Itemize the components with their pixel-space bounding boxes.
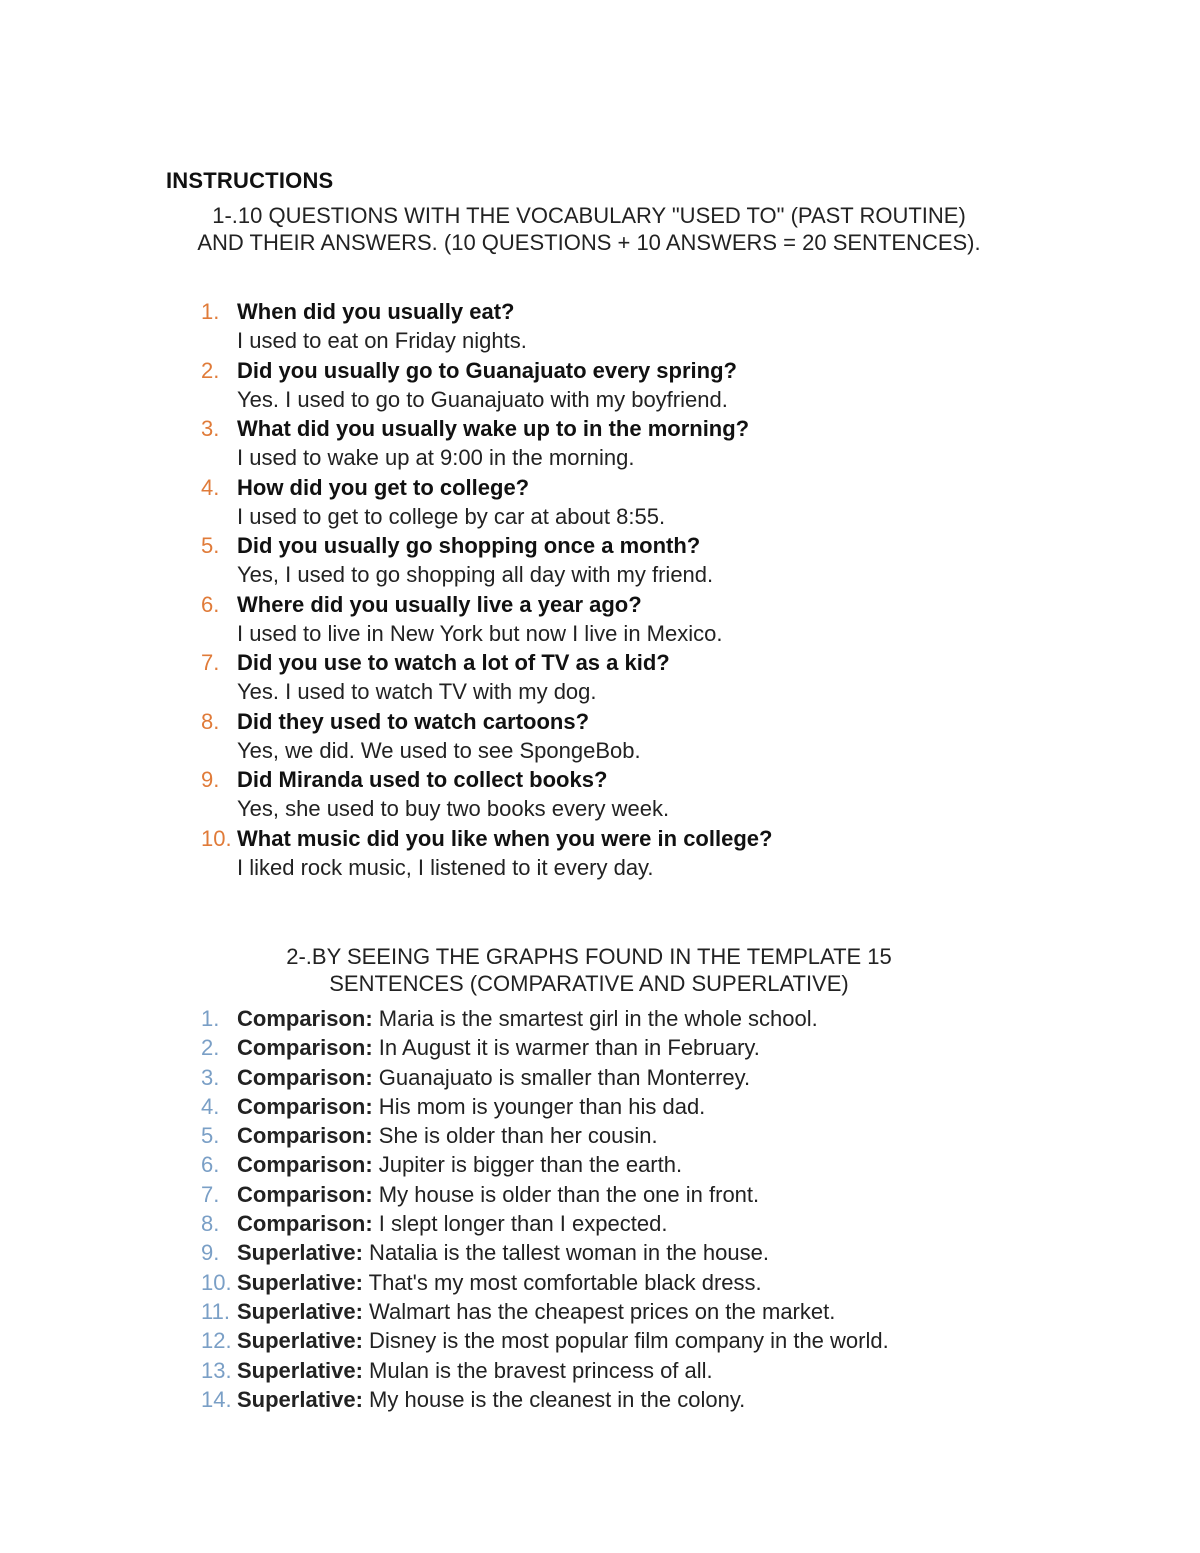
question-item: [0, 416, 1200, 475]
item-number: 2.: [201, 1035, 220, 1061]
question-text: Did you usually go shopping once a month?: [237, 533, 701, 558]
item-number: 3.: [201, 416, 220, 441]
sentence-label: Comparison:: [237, 1181, 373, 1207]
question-text: How did you get to college?: [237, 474, 530, 500]
section2-instructions: [0, 943, 1178, 997]
item-number: 8.: [201, 1211, 220, 1237]
question-item: [0, 650, 1200, 709]
sentence-label: Superlative:: [237, 1298, 363, 1324]
question-text: What music did you like when you were in college?: [237, 825, 773, 851]
sentence-item: [0, 1211, 1200, 1240]
item-number: 10.: [201, 1269, 232, 1295]
answer-text: Yes, I used to go shopping all day with my friend.: [237, 562, 714, 587]
comparison-sentence-list: [0, 1006, 1200, 1416]
sentence-text: Mulan is the bravest princess of all.: [362, 1357, 713, 1383]
sentence-line: [237, 1358, 713, 1384]
item-number: 2.: [201, 357, 220, 383]
question-text: Did they used to watch cartoons?: [237, 708, 590, 734]
item-number: 1.: [201, 1006, 220, 1031]
used-to-question-list: [0, 299, 1200, 884]
question-item: [0, 826, 1200, 885]
sentence-label: Comparison:: [237, 1123, 373, 1149]
sentence-label: Comparison:: [237, 1211, 373, 1237]
question-item: [0, 767, 1200, 826]
sentence-label: Superlative:: [237, 1328, 363, 1354]
question-text: Where did you usually live a year ago?: [237, 591, 642, 617]
sentence-text: I slept longer than I expected.: [372, 1211, 668, 1237]
sentence-label: Comparison:: [237, 1093, 373, 1119]
sentence-text: Disney is the most popular film company in the world.: [362, 1328, 889, 1354]
answer-text: I used to eat on Friday nights.: [237, 328, 527, 353]
sentence-item: [0, 1328, 1200, 1357]
sentence-item: [0, 1123, 1200, 1152]
sentence-text: Natalia is the tallest woman in the house.: [362, 1240, 769, 1266]
sentence-label: Comparison:: [237, 1064, 373, 1090]
sentence-text: That's my most comfortable black dress.: [362, 1269, 762, 1295]
item-number: 13.: [201, 1357, 232, 1383]
item-number: 12.: [201, 1328, 232, 1354]
item-number: 1.: [201, 299, 220, 324]
sentence-line: [237, 1182, 759, 1208]
sentence-line: [237, 1270, 762, 1296]
answer-text: Yes. I used to go to Guanajuato with my boyfriend.: [237, 386, 728, 412]
sentence-line: [237, 1094, 705, 1120]
item-number: 8.: [201, 708, 220, 734]
sentence-line: [237, 1006, 818, 1032]
sentence-item: [0, 1006, 1200, 1035]
question-item: [0, 299, 1200, 358]
sentence-text: She is older than her cousin.: [372, 1123, 658, 1149]
sentence-item: [0, 1182, 1200, 1211]
sentence-label: Comparison:: [237, 1035, 373, 1061]
item-number: 4.: [201, 474, 220, 500]
sentence-item: [0, 1270, 1200, 1299]
question-item: [0, 709, 1200, 768]
sentence-line: [237, 1211, 667, 1237]
question-text: What did you usually wake up to in the morning?: [237, 416, 750, 441]
sentence-item: [0, 1299, 1200, 1328]
item-number: 11.: [201, 1298, 230, 1324]
item-number: 4.: [201, 1093, 220, 1119]
sentence-item: [0, 1094, 1200, 1123]
section2-instruction-line: 2-.BY SEEING THE GRAPHS FOUND IN THE TEMPLATE 15: [286, 944, 892, 969]
sentence-item: [0, 1387, 1200, 1416]
sentence-line: [237, 1123, 658, 1149]
question-item: [0, 358, 1200, 417]
question-item: [0, 475, 1200, 534]
sentence-line: [237, 1152, 682, 1178]
sentence-label: Comparison:: [237, 1152, 373, 1178]
sentence-text: My house is older than the one in front.: [372, 1181, 760, 1207]
item-number: 5.: [201, 1123, 220, 1149]
answer-text: I used to live in New York but now I live in Mexico.: [237, 620, 723, 646]
sentence-item: [0, 1035, 1200, 1064]
item-number: 14.: [201, 1386, 232, 1412]
question-item: [0, 592, 1200, 651]
section1-instructions: [0, 202, 1178, 256]
sentence-line: [237, 1387, 745, 1413]
item-number: 3.: [201, 1064, 220, 1090]
sentence-line: [237, 1328, 889, 1354]
sentence-text: His mom is younger than his dad.: [372, 1093, 706, 1119]
sentence-line: [237, 1299, 835, 1325]
item-number: 6.: [201, 1152, 220, 1178]
sentence-line: [237, 1035, 760, 1061]
question-text: Did you usually go to Guanajuato every spring?: [237, 357, 737, 383]
answer-text: Yes, we did. We used to see SpongeBob.: [237, 737, 641, 763]
sentence-text: My house is the cleanest in the colony.: [362, 1386, 746, 1412]
sentence-item: [0, 1152, 1200, 1181]
sentence-item: [0, 1358, 1200, 1387]
sentence-label: Superlative:: [237, 1386, 363, 1412]
sentence-text: In August it is warmer than in February.: [372, 1035, 760, 1061]
sentence-text: Maria is the smartest girl in the whole school.: [372, 1006, 818, 1031]
question-text: Did Miranda used to collect books?: [237, 767, 608, 792]
sentence-label: Superlative:: [237, 1357, 363, 1383]
answer-text: Yes. I used to watch TV with my dog.: [237, 679, 597, 704]
item-number: 9.: [201, 1240, 220, 1266]
page-heading: INSTRUCTIONS: [166, 168, 334, 193]
item-number: 7.: [201, 1181, 220, 1207]
sentence-line: [237, 1240, 769, 1266]
item-number: 7.: [201, 650, 220, 675]
question-text: When did you usually eat?: [237, 299, 515, 324]
section1-instruction-line: AND THEIR ANSWERS. (10 QUESTIONS + 10 ANSWERS = 20 SENTENCES).: [197, 230, 981, 255]
item-number: 6.: [201, 591, 220, 617]
sentence-text: Jupiter is bigger than the earth.: [372, 1152, 683, 1178]
answer-text: I used to wake up at 9:00 in the morning.: [237, 445, 635, 470]
sentence-label: Superlative:: [237, 1269, 363, 1295]
question-text: Did you use to watch a lot of TV as a kid?: [237, 650, 670, 675]
sentence-label: Superlative:: [237, 1240, 363, 1266]
sentence-text: Walmart has the cheapest prices on the market.: [362, 1298, 836, 1324]
sentence-line: [237, 1065, 750, 1091]
question-item: [0, 533, 1200, 592]
answer-text: I liked rock music, I listened to it every day.: [237, 854, 654, 880]
answer-text: Yes, she used to buy two books every week.: [237, 796, 670, 821]
section2-instruction-line: SENTENCES (COMPARATIVE AND SUPERLATIVE): [329, 971, 849, 996]
answer-text: I used to get to college by car at about 8:55.: [237, 503, 666, 529]
item-number: 9.: [201, 767, 220, 792]
sentence-item: [0, 1065, 1200, 1094]
sentence-item: [0, 1240, 1200, 1269]
sentence-label: Comparison:: [237, 1006, 373, 1031]
section1-instruction-line: 1-.10 QUESTIONS WITH THE VOCABULARY "USED TO" (PAST ROUTINE): [212, 203, 966, 228]
sentence-text: Guanajuato is smaller than Monterrey.: [372, 1064, 751, 1090]
item-number: 10.: [201, 825, 232, 851]
item-number: 5.: [201, 533, 220, 558]
